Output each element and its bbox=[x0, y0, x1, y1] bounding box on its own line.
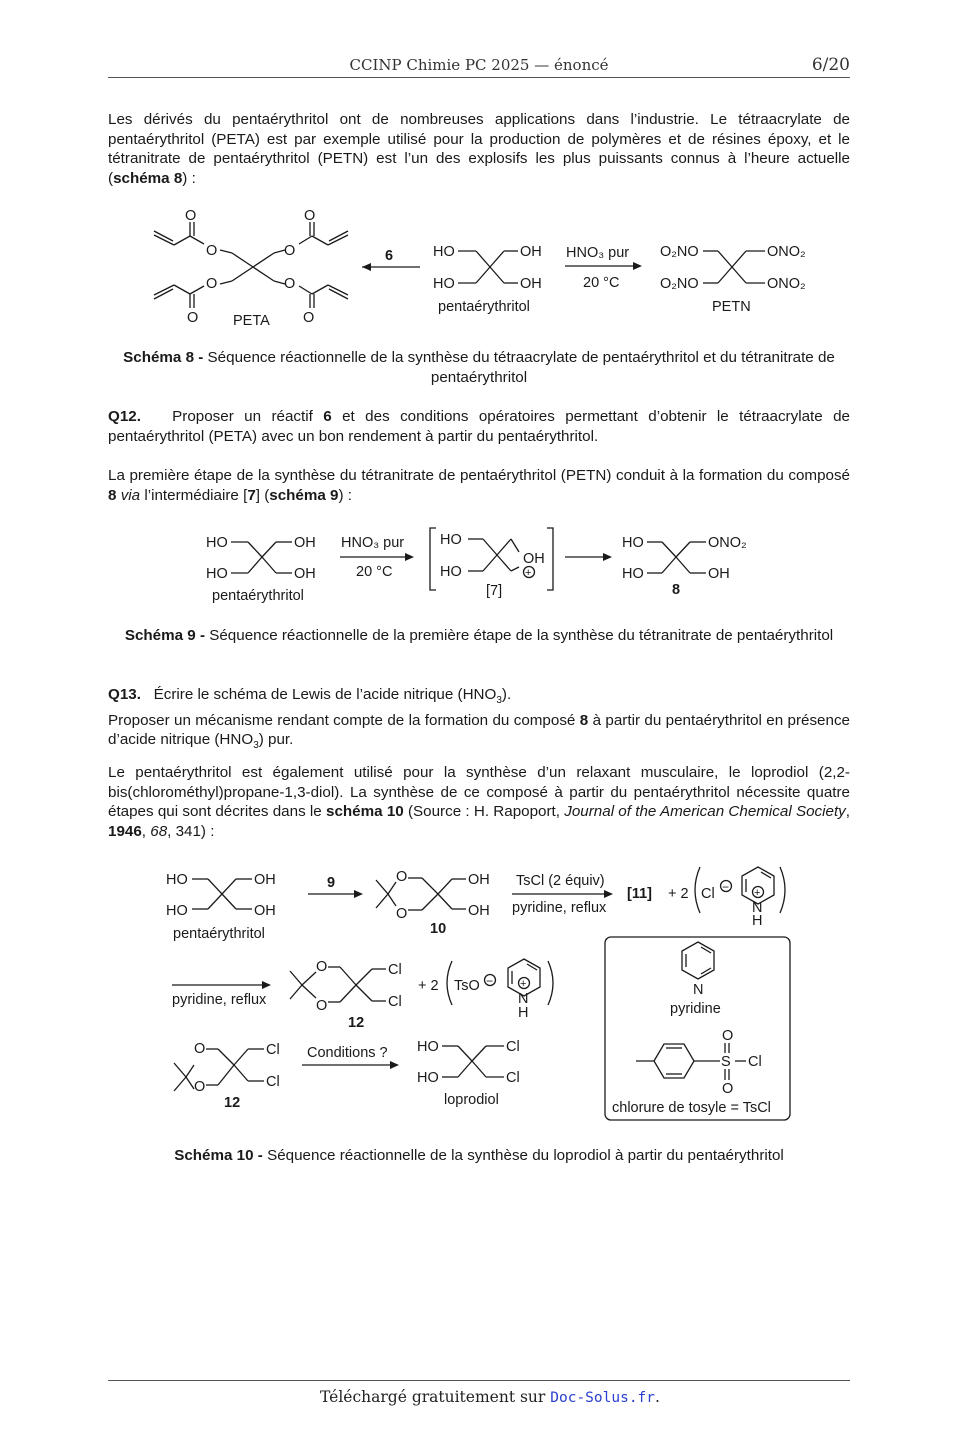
s10-lop-ho-top: HO bbox=[417, 1039, 439, 1055]
s9-penta-ho-top: HO bbox=[206, 535, 228, 551]
s9-int-oh2: OH bbox=[523, 551, 545, 567]
s10-c12b-o-top: O bbox=[194, 1041, 206, 1057]
cond-hno3: HNO₃ pur bbox=[566, 245, 630, 261]
s10-tso-minus: − bbox=[486, 974, 494, 988]
page-header bbox=[108, 55, 850, 78]
paragraph-loprodiol: Le pentaérythritol est également utilisé pour la synthèse d’un relaxant musculaire, le loprodiol (2,2-bis(chlorométhyl)propane-1,3-diol). La synthèse de ce composé à partir du pentaérythritol nécessite quatre étapes qui sont décrites dans le schéma 10 (Source : H. Rapoport, Journal of the American Chemical Society, 1946, 68, 341) : bbox=[108, 764, 850, 840]
reagent-6: 6 bbox=[385, 248, 394, 264]
s10-cl-minus: − bbox=[722, 880, 730, 894]
s10-c12b-cl-top: Cl bbox=[266, 1042, 280, 1058]
s10-c12-o-bottom: O bbox=[316, 998, 328, 1014]
s10-lop-cl-bottom: Cl bbox=[506, 1070, 520, 1086]
doc-solus-link[interactable]: Doc-Solus.fr bbox=[550, 1390, 656, 1406]
s10-penta-oh-bottom: OH bbox=[254, 903, 276, 919]
caption-schema-9: Schéma 9 - Séquence réactionnelle de la première étape de la synthèse du tétranitrate de pentaérythritol bbox=[124, 627, 834, 644]
s10-c12-cl-top: Cl bbox=[388, 962, 402, 978]
petn-o2no-bottom: O₂NO bbox=[660, 276, 699, 292]
s10-lop-ho-bottom: HO bbox=[417, 1070, 439, 1086]
penta-oh-bottom: OH bbox=[520, 276, 542, 292]
penta-ho-top: HO bbox=[433, 244, 455, 260]
s9-int-ho-top: HO bbox=[440, 532, 462, 548]
s10-c12-o-top: O bbox=[316, 959, 328, 975]
s10-pyh2-plus: + bbox=[520, 978, 527, 990]
footer: Téléchargé gratuitement sur Doc-Solus.fr. bbox=[320, 1388, 660, 1406]
question-q13: Q13. Écrire le schéma de Lewis de l’acide nitrique $(HNO_3)$. Proposer un mécanisme rendant compte de la formation du composé 8 à partir du pentaérythritol en présence d’acide nitrique $(HNO_3)$ pur. bbox=[108, 686, 850, 752]
q13-label: Q13. bbox=[108, 686, 141, 703]
s10-cl-anion: Cl bbox=[701, 886, 715, 902]
s10-c10-oh-top: OH bbox=[468, 872, 490, 888]
s9-int-plus: + bbox=[525, 567, 532, 579]
s10-pyh-h: H bbox=[752, 913, 763, 929]
s10-penta-ho-bottom: HO bbox=[166, 903, 188, 919]
s9-penta-label: pentaérythritol bbox=[212, 588, 304, 604]
box-tosyl-o-top: O bbox=[722, 1028, 734, 1044]
s9-cond-temp: 20 °C bbox=[356, 564, 393, 580]
s10-penta-label: pentaérythritol bbox=[173, 926, 265, 942]
intro-paragraph: Les dérivés du pentaérythritol ont de nombreuses applications dans l’industrie. Le tétraacrylate de pentaérythritol (PETA) est par exemple utilisé pour la production de polymères et de résines époxy, et le tétranitrate de pentaérythritol (PETN) est l’un des explosifs les plus puissants connus à l’heure actuelle (schéma 8) : bbox=[108, 111, 850, 187]
s10-penta-ho-top: HO bbox=[166, 872, 188, 888]
s10-lop-cl-top: Cl bbox=[506, 1039, 520, 1055]
s10-tso: TsO bbox=[454, 978, 480, 994]
s9-int-label: [7] bbox=[486, 583, 503, 599]
s9-prod-ho-top: HO bbox=[622, 535, 644, 551]
s10-c12b-label: 12 bbox=[224, 1095, 241, 1111]
question-q12: Q12. Proposer un réactif 6 et des conditions opératoires permettant d’obtenir le tétraacrylate de pentaérythritol (PETA) avec un bon rendement à partir du pentaérythritol. bbox=[108, 408, 850, 445]
s10-c12b-o-bottom: O bbox=[194, 1079, 206, 1095]
s10-pyridine-reflux-2: pyridine, reflux bbox=[172, 992, 267, 1008]
s10-pyh2-n: N bbox=[518, 991, 529, 1007]
s10-pyridine-reflux: pyridine, reflux bbox=[512, 900, 607, 916]
s9-prod-label: 8 bbox=[672, 582, 681, 598]
header-title: CCINP Chimie PC 2025 — énoncé bbox=[349, 56, 609, 74]
scheme-9 bbox=[200, 522, 780, 612]
peta-o-bottom-left: O bbox=[187, 310, 199, 326]
s9-cond-hno3: HNO₃ pur bbox=[341, 535, 405, 551]
s9-prod-oh: OH bbox=[708, 566, 730, 582]
box-tosyl-s: S bbox=[721, 1054, 731, 1070]
box-tscl-label: chlorure de tosyle = TsCl bbox=[612, 1100, 771, 1116]
box-tosyl-o-bottom: O bbox=[722, 1081, 734, 1097]
s9-penta-oh-top: OH bbox=[294, 535, 316, 551]
s9-prod-ono2: ONO₂ bbox=[708, 535, 747, 551]
s10-pyh2-h: H bbox=[518, 1005, 529, 1021]
s10-reagent-9: 9 bbox=[327, 875, 336, 891]
s10-pyh-n: N bbox=[752, 900, 763, 916]
caption-schema-10: Schéma 10 - Séquence réactionnelle de la synthèse du loprodiol à partir du pentaérythritol bbox=[174, 1147, 784, 1164]
cond-temp: 20 °C bbox=[583, 275, 620, 291]
caption-schema-8: Schéma 8 - Séquence réactionnelle de la synthèse du tétraacrylate de pentaérythritol et du tétranitrate de pentaérythritol bbox=[123, 349, 835, 386]
peta-o-top-right: O bbox=[304, 208, 316, 224]
scheme-8 bbox=[140, 200, 830, 335]
s10-c12-cl-bottom: Cl bbox=[388, 994, 402, 1010]
petn-label: PETN bbox=[712, 299, 751, 315]
s10-tscl: TsCl (2 équiv) bbox=[516, 873, 605, 889]
peta-label: PETA bbox=[233, 313, 270, 329]
petn-o2no-top: O₂NO bbox=[660, 244, 699, 260]
s10-conditions: Conditions ? bbox=[307, 1045, 388, 1061]
penta-oh-top: OH bbox=[520, 244, 542, 260]
s10-penta-oh-top: OH bbox=[254, 872, 276, 888]
s9-penta-oh-bottom: OH bbox=[294, 566, 316, 582]
peta-o-bottom-right: O bbox=[303, 310, 315, 326]
s10-c10-label: 10 bbox=[430, 921, 447, 937]
s10-c10-o-top: O bbox=[396, 869, 408, 885]
scheme-10 bbox=[160, 855, 800, 1125]
schema-8-ref: schéma 8 bbox=[113, 169, 183, 187]
s10-plus2: + 2 bbox=[668, 886, 689, 902]
petn-ono2-bottom: ONO₂ bbox=[767, 276, 806, 292]
s10-c12b-cl-bottom: Cl bbox=[266, 1074, 280, 1090]
peta-o-ester-1: O bbox=[206, 243, 218, 259]
penta-ho-bottom: HO bbox=[433, 276, 455, 292]
s10-c12-label: 12 bbox=[348, 1015, 365, 1031]
box-pyridine-n: N bbox=[693, 982, 704, 998]
peta-o-top-left: O bbox=[185, 208, 197, 224]
petn-ono2-top: ONO₂ bbox=[767, 244, 806, 260]
s9-prod-ho-bottom: HO bbox=[622, 566, 644, 582]
page-number: 6/20 bbox=[811, 55, 850, 75]
s9-penta-ho-bottom: HO bbox=[206, 566, 228, 582]
s10-pyh-plus: + bbox=[754, 887, 761, 899]
box-tosyl-cl: Cl bbox=[748, 1054, 762, 1070]
s10-loprodiol-label: loprodiol bbox=[444, 1092, 499, 1108]
s9-int-ho-bottom: HO bbox=[440, 564, 462, 580]
q12-label: Q12. bbox=[108, 408, 141, 425]
peta-o-ester-4: O bbox=[284, 276, 296, 292]
s10-c11: [11] bbox=[627, 886, 652, 902]
peta-o-ester-2: O bbox=[284, 243, 296, 259]
footer-rule bbox=[108, 1380, 850, 1381]
paragraph-step1: La première étape de la synthèse du tétranitrate de pentaérythritol (PETN) conduit à la formation du composé 8 via l’intermédiaire [7] (schéma 9) : bbox=[108, 467, 850, 504]
box-pyridine-label: pyridine bbox=[670, 1001, 721, 1017]
penta-label: pentaérythritol bbox=[438, 299, 530, 315]
s10-c10-oh-bottom: OH bbox=[468, 903, 490, 919]
peta-o-ester-3: O bbox=[206, 276, 218, 292]
s10-plus2-b: + 2 bbox=[418, 978, 439, 994]
s10-c10-o-bottom: O bbox=[396, 906, 408, 922]
